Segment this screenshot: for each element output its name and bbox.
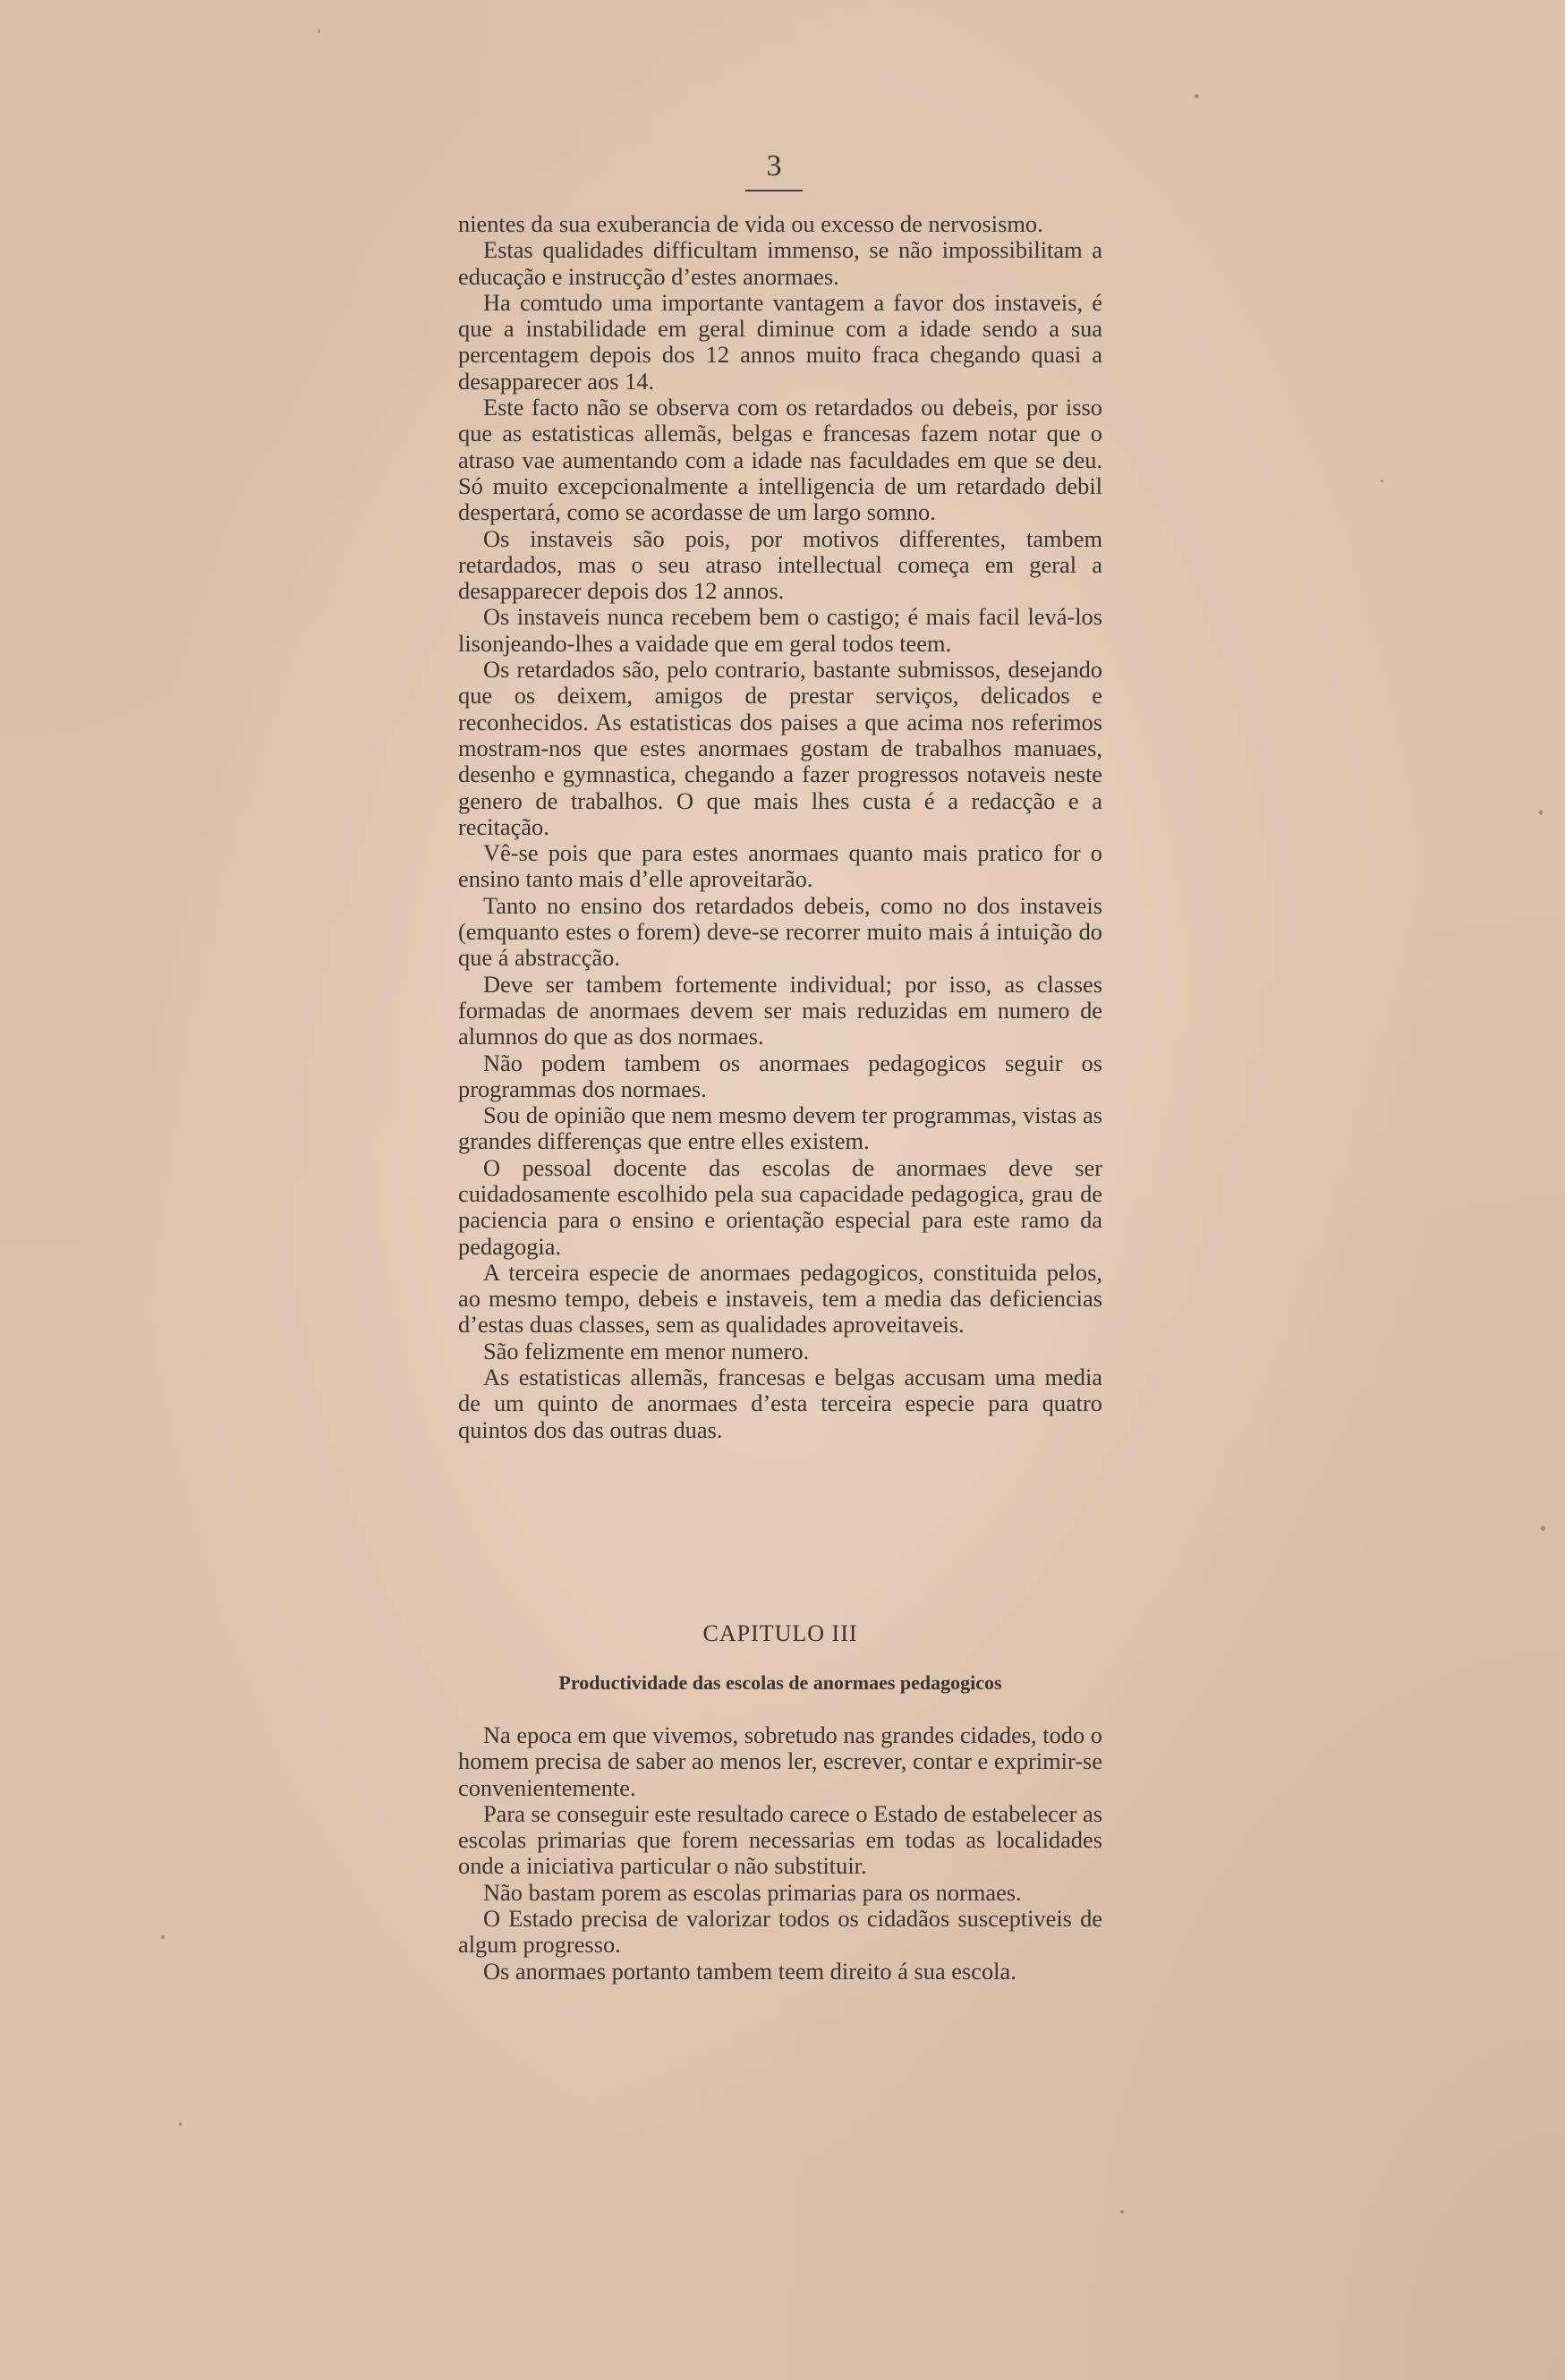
paper-speck (1539, 810, 1543, 815)
page-number: 3 (766, 149, 782, 183)
paragraph: Os instaveis nunca recebem bem o castigo; é mais facil levá-los lisonjeando-lhes a vaidade que em geral todos teem. (458, 603, 1102, 657)
paper-speck (1195, 94, 1199, 98)
paragraph: Para se conseguir este resultado carece o Estado de estabelecer as escolas primarias que forem necessarias em todas as localidades onde a iniciativa particular o não substituir. (458, 1799, 1102, 1880)
paragraph: Vê-se pois que para estes anormaes quanto mais pratico for o ensino tanto mais d’elle aproveitarão. (458, 839, 1102, 893)
paragraph: As estatisticas allemãs, francesas e belgas accusam uma media de um quinto de anormaes d’esta terceira especie para quatro quintos dos das outras duas. (458, 1364, 1102, 1443)
paragraph: nientes da sua exuberancia de vida ou excesso de nervosismo. (458, 210, 1043, 237)
page-number-rule (745, 190, 803, 191)
paragraph: Tanto no ensino dos retardados debeis, como no dos instaveis (emquanto estes o forem) deve-se recorrer muito mais á intuição do que á abstracção. (458, 891, 1102, 972)
paper-speck (179, 2122, 182, 2126)
body-text (458, 211, 1102, 1443)
paragraph: Os anormaes portanto tambem teem direito á sua escola. (483, 1957, 1016, 1985)
chapter-title: CAPITULO III (702, 1620, 858, 1646)
paragraph: Os instaveis são pois, por motivos differentes, tambem retardados, mas o seu atraso intellectual começa em geral a desapparecer depois dos 12 annos. (458, 524, 1102, 605)
paragraph: Sou de opinião que nem mesmo devem ter programmas, vistas as grandes differenças que entre elles existem. (458, 1101, 1102, 1155)
paper-speck (318, 30, 320, 33)
paper-speck (161, 1935, 165, 1939)
paragraph: O Estado precisa de valorizar todos os cidadãos susceptiveis de algum progresso. (458, 1905, 1102, 1959)
paragraph: Ha comtudo uma importante vantagem a favor dos instaveis, é que a instabilidade em geral diminue com a idade sendo a sua percentagem depois dos 12 annos muito fraca chegando quasi a desapparecer aos 14. (458, 288, 1102, 395)
paragraph: A terceira especie de anormaes pedagogicos, constituida pelos, ao mesmo tempo, debeis e instaveis, tem a media das deficiencias d’estas duas classes, sem as qualidades aproveitaveis. (458, 1258, 1102, 1339)
paragraph: Na epoca em que vivemos, sobretudo nas grandes cidades, todo o homem precisa de saber ao menos ler, escrever, contar e exprimir-se convenientemente. (458, 1721, 1102, 1801)
paragraph: Este facto não se observa com os retardados ou debeis, por isso que as estatisticas allemãs, belgas e francesas fazem notar que o atraso vae aumentando com a idade nas faculdades em que se deu. Só muito excepcionalmente a intelligencia de um retardado debil despertará, como se acordasse de um largo somno. (458, 394, 1102, 526)
paragraph: O pessoal docente das escolas de anormaes deve ser cuidadosamente escolhido pela sua capacidade pedagogica, grau de paciencia para o ensino e orientação especial para este ramo da pedagogia. (458, 1153, 1102, 1260)
chapter-body-text (458, 1722, 1102, 1985)
paper-speck (1120, 2210, 1124, 2214)
paragraph: São felizmente em menor numero. (483, 1337, 810, 1364)
chapter-subtitle: Productividade das escolas de anormaes pedagogicos (558, 1671, 1002, 1694)
paragraph: Estas qualidades difficultam immenso, se não impossibilitam a educação e instrucção d’estes anormaes. (458, 236, 1102, 290)
paragraph: Não podem tambem os anormaes pedagogicos seguir os programmas dos normaes. (458, 1049, 1102, 1102)
paragraph: Deve ser tambem fortemente individual; por isso, as classes formadas de anormaes devem ser mais reduzidas em numero de alumnos do que as dos normaes. (458, 970, 1102, 1050)
paper-speck (1541, 1526, 1545, 1531)
paragraph: Não bastam porem as escolas primarias para os normaes. (483, 1878, 1022, 1906)
paper-speck (1381, 480, 1383, 482)
paragraph: Os retardados são, pelo contrario, bastante submissos, desejando que os deixem, amigos de prestar serviços, delicados e reconhecidos. As estatisticas dos paises a que acima nos referimos mostram-nos que estes anormaes gostam de trabalhos manuaes, desenho e gymnastica, chegando a fazer progressos notaveis neste genero de trabalhos. O que mais lhes custa é a redacção e a recitação. (458, 656, 1102, 840)
